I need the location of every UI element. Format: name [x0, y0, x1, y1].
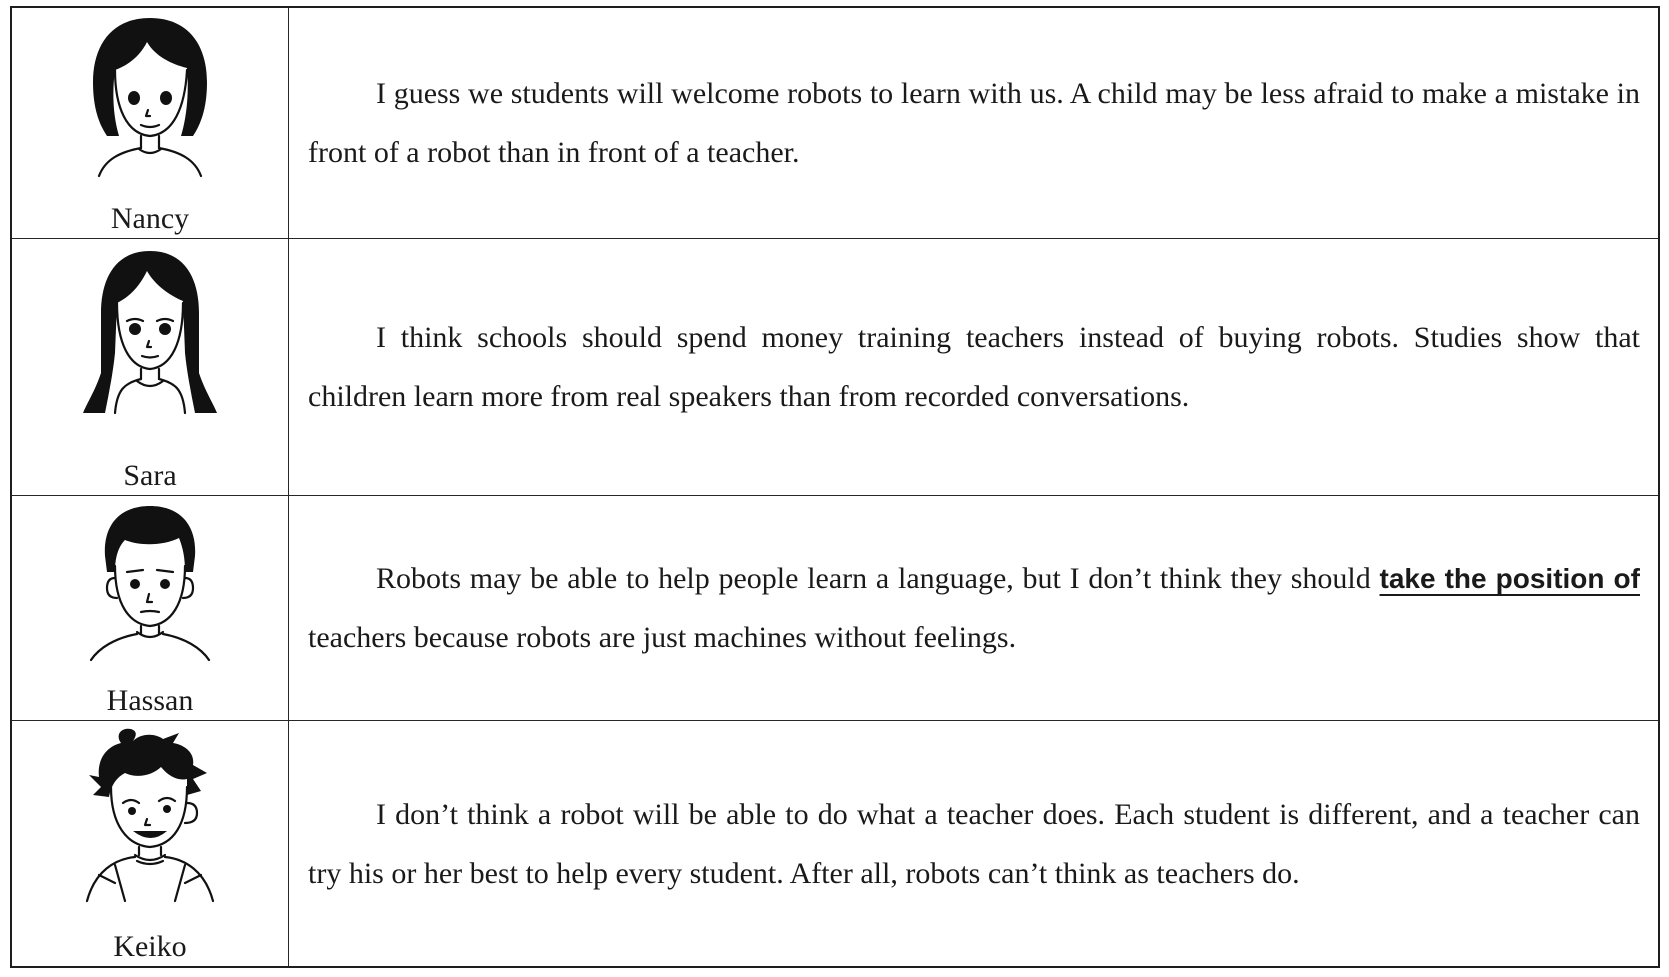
opinion-text-part: Robots may be able to help people learn a language, but I don’t think they should [376, 562, 1380, 595]
person-name: Sara [123, 459, 177, 492]
highlighted-phrase: take the position of [1379, 563, 1640, 594]
boy-spiky-hair-icon [75, 725, 225, 905]
person-cell [12, 721, 289, 966]
person-name: Nancy [110, 202, 190, 235]
opinion-text-part: I guess we students will welcome robots to learn with us. A child may be less afraid to make a mistake in front of a robot than in front of a teacher. [308, 77, 1640, 169]
opinion-cell [289, 239, 1658, 495]
opinion-cell [289, 496, 1658, 720]
table-row [12, 721, 1658, 966]
girl-long-hair-icon [75, 243, 225, 423]
opinion-text [308, 64, 1640, 182]
person-name: Hassan [106, 684, 194, 717]
opinion-text-part: I don’t think a robot will be able to do what a teacher does. Each student is different, and a teacher can try his or her best to help every student. After all, robots can’t think as teachers do. [308, 797, 1640, 890]
opinion-text [308, 308, 1640, 426]
girl-short-hair-icon [75, 12, 225, 182]
opinion-text [308, 785, 1640, 903]
opinion-text-part: I think schools should spend money training teachers instead of buying robots. Studies show that children learn more from real speakers than from recorded conversations. [308, 321, 1640, 413]
opinion-text-part: teachers because robots are just machines without feelings. [308, 621, 1017, 654]
table-row [12, 8, 1658, 239]
opinion-cell [289, 8, 1658, 238]
person-cell [12, 8, 289, 238]
opinion-cell [289, 721, 1658, 966]
table-row [12, 496, 1658, 721]
person-cell [12, 496, 289, 720]
opinion-text [308, 549, 1640, 667]
person-cell [12, 239, 289, 495]
table-row [12, 239, 1658, 496]
boy-short-hair-icon [75, 500, 225, 665]
opinions-table [10, 6, 1660, 968]
person-name: Keiko [113, 930, 187, 963]
